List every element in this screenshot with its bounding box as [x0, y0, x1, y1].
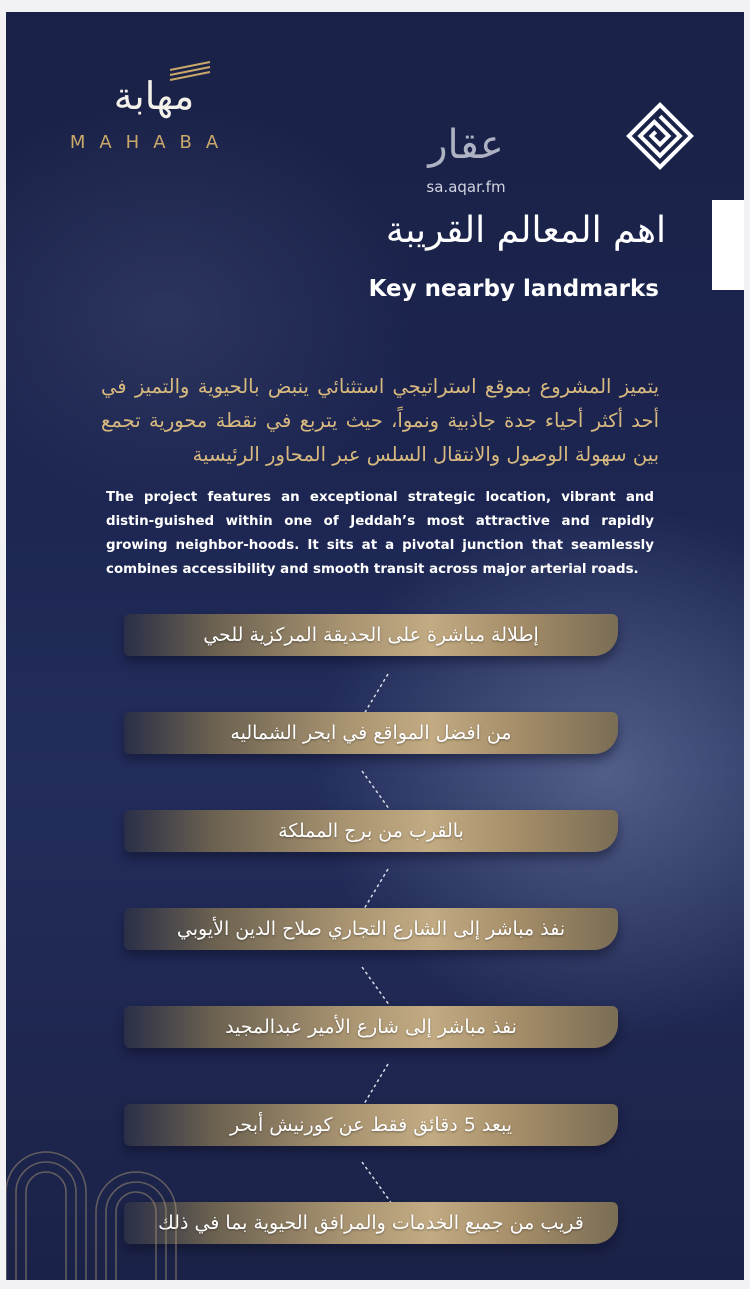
poster-background	[6, 12, 744, 1280]
landmark-text: قريب من جميع الخدمات والمرافق الحيوية بما في ذلك	[158, 1212, 584, 1234]
landmark-bar	[124, 1104, 618, 1146]
title-arabic: اهم المعالم القريبة	[385, 210, 666, 251]
landmark-text: بالقرب من برج المملكة	[278, 820, 464, 842]
dotted-connector	[356, 867, 396, 911]
dotted-connector	[356, 672, 396, 716]
decorative-arches-icon	[6, 1112, 186, 1280]
mahaba-logo	[46, 52, 256, 162]
dotted-connector	[356, 1160, 400, 1206]
page-edge-tab	[712, 200, 744, 290]
dotted-connector	[356, 1062, 396, 1106]
landmark-text: إطلالة مباشرة على الحديقة المركزية للحي	[203, 624, 539, 646]
landmark-text: من افضل المواقع في ابحر الشماليه	[230, 722, 512, 744]
landmark-bar	[124, 614, 618, 656]
title-english: Key nearby landmarks	[368, 276, 659, 302]
aqar-watermark	[406, 122, 536, 202]
dotted-connector	[356, 965, 400, 1011]
dotted-connector	[356, 769, 400, 815]
landmark-bar	[124, 1202, 618, 1244]
description-english: The project features an exceptional strategic location, vibrant and distin-guished within one of Jeddah’s most attractive and rapidly growing neighbor-hoods. It sits at a pivotal junction that seamlessly combines accessibility and smooth transit across major arterial roads.	[106, 490, 654, 577]
landmark-text: يبعد 5 دقائق فقط عن كورنيش أبحر	[229, 1114, 513, 1136]
landmark-text: نفذ مباشر إلى الشارع التجاري صلاح الدين الأيوبي	[176, 918, 566, 940]
aqar-url: sa.aqar.fm	[426, 178, 506, 196]
landmark-bar	[124, 908, 618, 950]
landmark-bar	[124, 810, 618, 852]
landmark-bar	[124, 712, 618, 754]
landmark-text: نفذ مباشر إلى شارع الأمير عبدالمجيد	[225, 1016, 517, 1038]
mahaba-english-wordmark: MAHABA	[69, 132, 233, 153]
description-arabic: يتميز المشروع بموقع استراتيجي استثنائي ينبض بالحيوية والتميز في أحد أكثر أحياء جدة جاذبية ونمواً، حيث يتربع في نقطة محورية تجمع بين سهولة الوصول والانتقال السلس عبر المحاور الرئيسية	[101, 375, 659, 466]
aqar-arabic-wordmark: عقار	[428, 122, 504, 168]
mahaba-arabic-wordmark: مهابة	[113, 74, 195, 118]
square-kufic-logo-icon	[624, 100, 696, 172]
landmark-bar	[124, 1006, 618, 1048]
